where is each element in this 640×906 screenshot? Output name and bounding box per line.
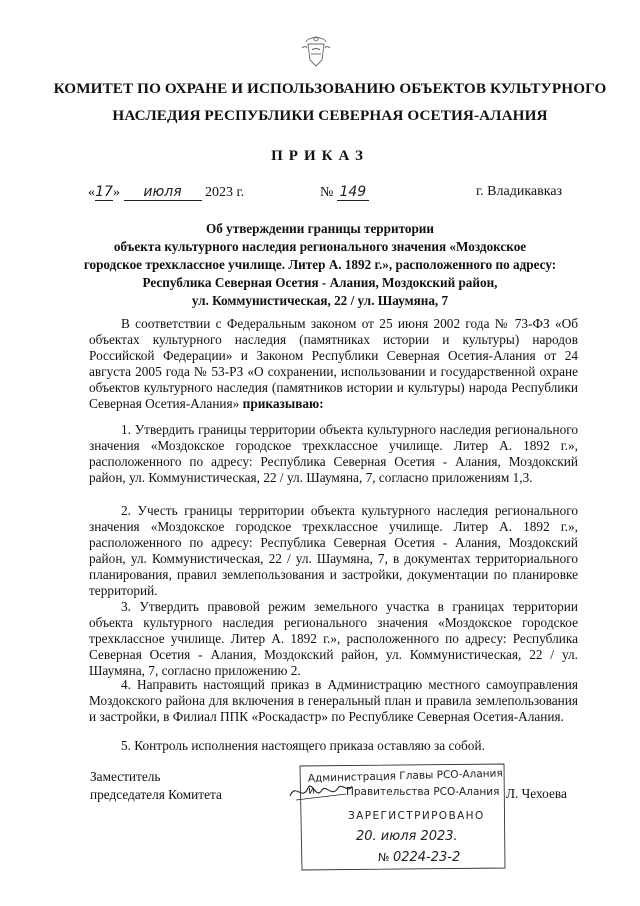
order-title: ПРИКАЗ bbox=[271, 148, 369, 164]
preamble-paragraph bbox=[89, 316, 578, 412]
preamble-action: приказываю: bbox=[242, 396, 324, 411]
subject-line: Об утверждении границы территории bbox=[205, 221, 435, 236]
stamp-line: Администрация Главы РСО-Алания и bbox=[307, 767, 503, 797]
date-month: июля bbox=[124, 184, 202, 201]
order-item-text: 5. Контроль исполнения настоящего приказа оставляю за собой. bbox=[121, 738, 485, 753]
registration-stamp bbox=[296, 762, 508, 872]
order-city: г. Владикавказ bbox=[476, 184, 563, 199]
date-open-quote: « bbox=[88, 185, 95, 200]
order-item-text: 1. Утвердить границы территории объекта культурного наследия регионального значения «Моздокское городское трехклассное училище. Литер А. 1892 г.», расположенного по адресу: Республика Северная Осетия - Алания, Моздокский район, ул. Коммунистическая, 22 / ул. Шаумяна, 7, согласно приложениям 1,3. bbox=[89, 422, 578, 485]
order-number-label: № bbox=[320, 185, 334, 200]
subject-line: объекта культурного наследия регионального значения «Моздокское bbox=[113, 239, 527, 254]
date-day: 17 bbox=[95, 184, 113, 200]
order-item-5 bbox=[89, 738, 578, 754]
order-number-value: 149 bbox=[337, 184, 369, 201]
stamp-number-value: 0224-23-2 bbox=[392, 850, 461, 865]
preamble-text: В соответствии с Федеральным законом от 25 июня 2002 года № 73-ФЗ «Об объектах культурного наследия (памятниках истории и культуры) народов Российской Федерации» и Законом Республики Северная Осетия-Алания от 24 августа 2005 года № 53-РЗ «О сохранении, использовании и государственной охране объектов культурного наследия (памятников истории и культуры) народа Республики Северная Осетия-Алания» bbox=[89, 316, 578, 411]
order-item-1 bbox=[89, 422, 578, 486]
committee-name-line1: КОМИТЕТ ПО ОХРАНЕ И ИСПОЛЬЗОВАНИЮ ОБЪЕКТОВ КУЛЬТУРНОГО bbox=[53, 80, 607, 97]
order-item-3 bbox=[89, 599, 578, 679]
stamp-number-label: № bbox=[378, 851, 390, 864]
committee-name-line2: НАСЛЕДИЯ РЕСПУБЛИКИ СЕВЕРНАЯ ОСЕТИЯ-АЛАНИЯ bbox=[112, 107, 548, 124]
stamp-date: 20. июля 2023. bbox=[356, 829, 458, 844]
signatory-position-line: Заместитель bbox=[90, 769, 161, 784]
stamp-registered-label: ЗАРЕГИСТРИРОВАНО bbox=[348, 810, 485, 822]
order-item-2 bbox=[89, 503, 578, 599]
order-item-text: 2. Учесть границы территории объекта культурного наследия регионального значения «Моздокское городское трехклассное училище. Литер А. 1892 г.», расположенного по адресу: Республика Северная Осетия - Алания, Моздокский район, ул. Коммунистическая, 22 / ул. Шаумяна, 7, в документах территориального планирования, правил землепользования и застройки, документации по планировке территорий. bbox=[89, 503, 578, 598]
order-item-text: 3. Утвердить правовой режим земельного участка в границах территории объекта культурного наследия регионального значения «Моздокское городское трехклассное училище. Литер А. 1892 г.», расположенного по адресу: Республика Северная Осетия - Алания, Моздокский район, ул. Коммунистическая, 22 / ул. Шаумяна, 7, согласно приложению 2. bbox=[89, 599, 578, 678]
coat-of-arms-emblem-icon bbox=[298, 30, 334, 70]
date-close-quote: » bbox=[113, 185, 120, 200]
signatory-position bbox=[90, 768, 222, 804]
order-item-text: 4. Направить настоящий приказ в Администрацию местного самоуправления Моздокского района для включения в генеральный план и правила землепользования и застройки, в Филиал ППК «Роскадастр» по Республике Северная Осетия-Алания. bbox=[89, 677, 578, 724]
subject-line: ул. Коммунистическая, 22 / ул. Шаумяна, 7 bbox=[191, 293, 449, 308]
stamp-number bbox=[378, 850, 460, 865]
order-date bbox=[88, 184, 244, 201]
order-number bbox=[320, 184, 369, 201]
subject-line: Республика Северная Осетия - Алания, Моздокский район, bbox=[142, 275, 498, 290]
signatory-position-line: председателя Комитета bbox=[90, 787, 222, 802]
date-year: 2023 г. bbox=[205, 185, 245, 200]
stamp-line: Правительства РСО-Алания bbox=[346, 786, 500, 798]
order-item-4 bbox=[89, 677, 578, 725]
signatory-name: Л. Чехоева bbox=[506, 786, 567, 801]
order-subject bbox=[60, 220, 580, 310]
subject-line: городское трехклассное училище. Литер А. 1892 г.», расположенного по адресу: bbox=[83, 257, 557, 272]
